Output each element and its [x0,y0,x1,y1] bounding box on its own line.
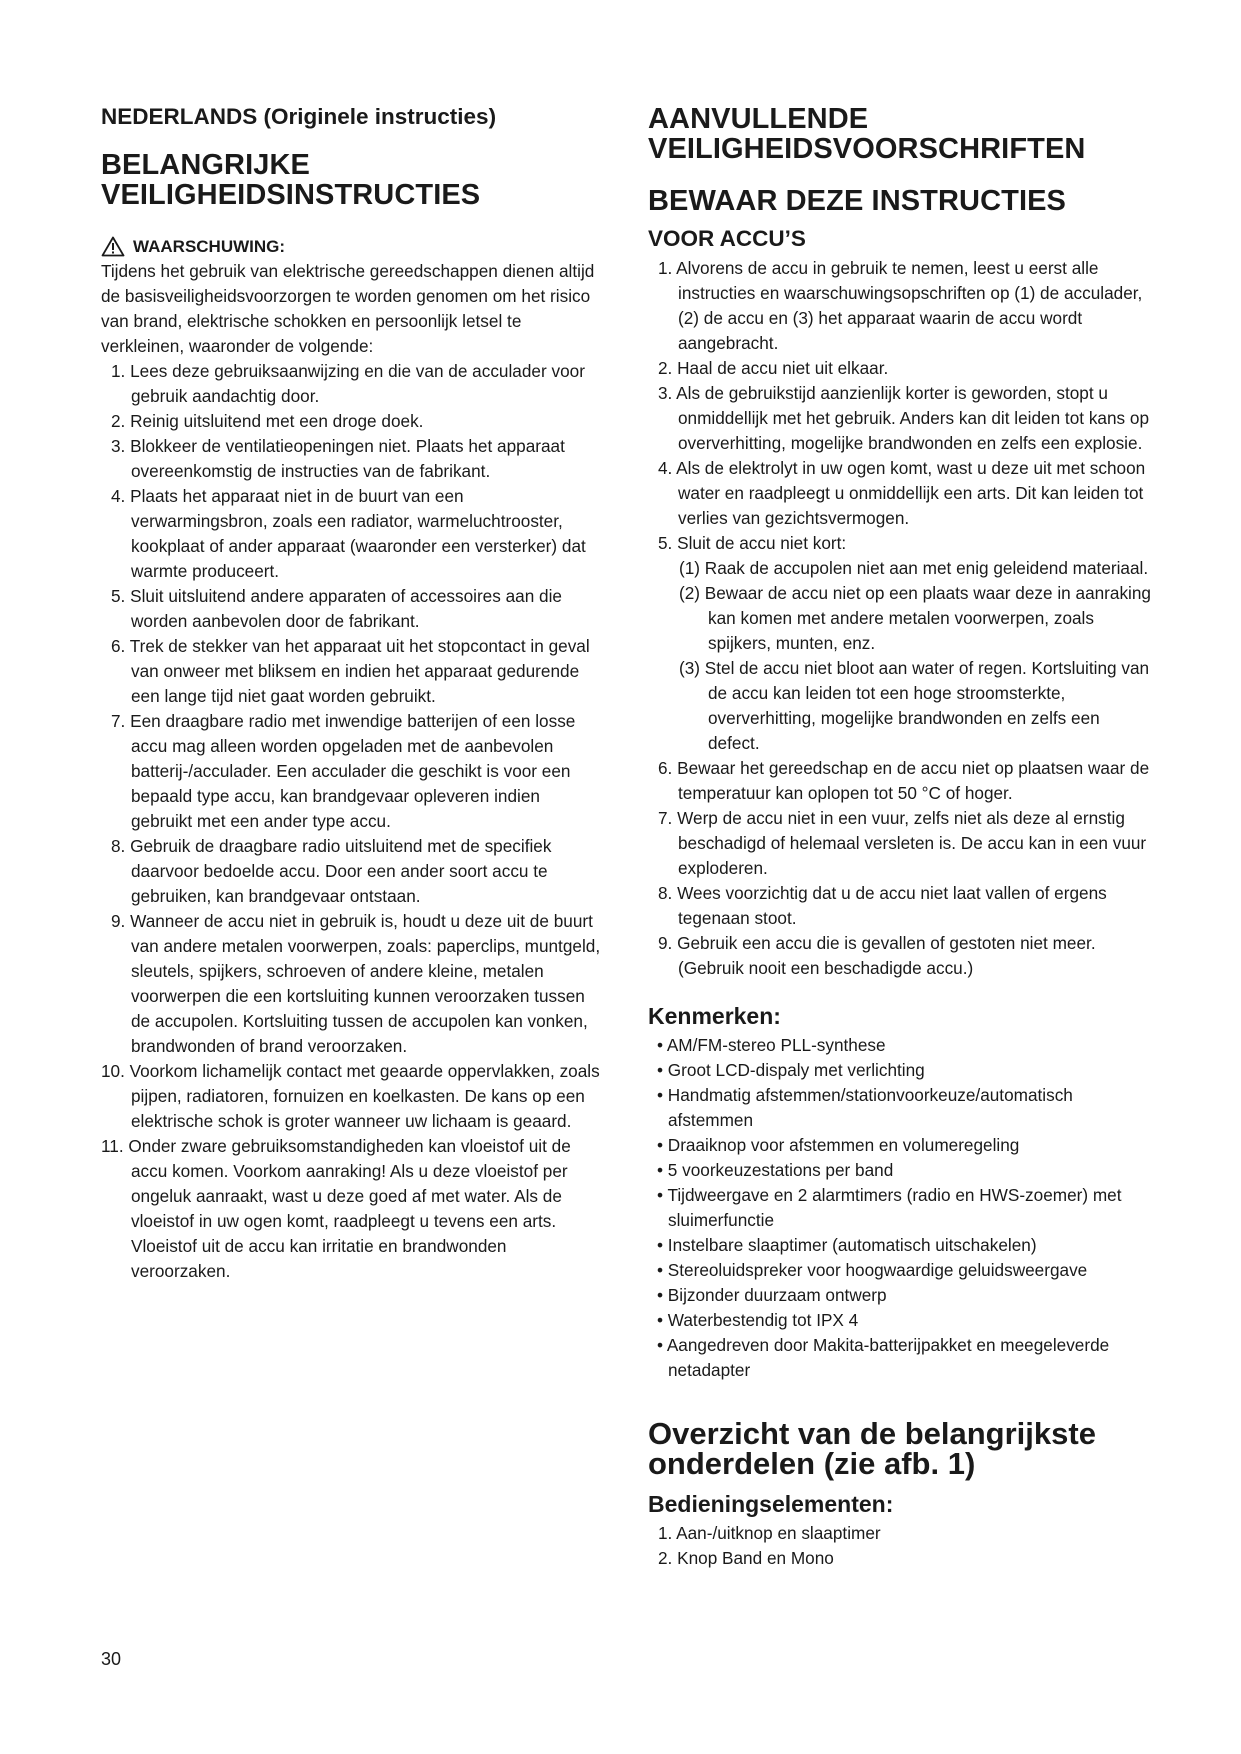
battery-sub-list [648,556,1153,756]
sub-list-item: (2) Bewaar de accu niet op een plaats waar deze in aanraking kan komen met andere metalen voorwerpen, zoals spijkers, munten, enz. [679,583,1151,653]
feature-item: • Waterbestendig tot IPX 4 [657,1310,859,1330]
list-item: 1. Aan-/uitknop en slaaptimer [658,1523,881,1543]
language-heading: NEDERLANDS (Originele instructies) [101,104,497,129]
features-heading: Kenmerken: [648,1003,781,1029]
feature-item: • Groot LCD-dispaly met verlichting [657,1060,925,1080]
list-item: 2. Knop Band en Mono [658,1548,834,1568]
save-instructions-title: BEWAAR DEZE INSTRUCTIES [648,185,1066,217]
list-item: 1. Alvorens de accu in gebruik te nemen, leest u eerst alle instructies en waarschuwingsopschriften op (1) de acculader, (2) de accu en (3) het apparaat waarin de accu wordt aangebracht. [658,258,1143,353]
list-item: 9. Gebruik een accu die is gevallen of gestoten niet meer. (Gebruik nooit een beschadigde accu.) [658,933,1096,978]
safety-list [101,359,601,1284]
battery-list [648,256,1153,556]
list-item: 9. Wanneer de accu niet in gebruik is, houdt u deze uit de buurt van andere metalen voorwerpen, zoals: paperclips, muntgeld, sleutels, spijkers, schroeven of andere kleine, metalen voorwerpen die een kortsluiting kunnen veroorzaken tussen de accupolen. Kortsluiting tussen de accupolen kan vonken, brandwonden of brand veroorzaken. [111,911,601,1056]
warning-triangle-icon [101,236,125,257]
safety-title: BELANGRIJKE VEILIGHEIDSINSTRUCTIES [101,149,481,211]
feature-item: • Bijzonder duurzaam ontwerp [657,1285,887,1305]
list-item: 7. Een draagbare radio met inwendige batterijen of een losse accu mag alleen worden opgeladen met de aanbevolen batterij-/acculader. Een acculader die geschikt is voor een bepaald type accu, kan brandgevaar opleveren indien gebruikt met een ander type accu. [111,711,576,831]
list-item: 4. Als de elektrolyt in uw ogen komt, wast u deze uit met schoon water en raadpleegt u onmiddellijk een arts. Dit kan leiden tot verlies van gezichtsvermogen. [658,458,1146,528]
additional-safety-title: AANVULLENDE VEILIGHEIDSVOORSCHRIFTEN [648,103,1086,165]
list-item: 11. Onder zware gebruiksomstandigheden kan vloeistof uit de accu komen. Voorkom aanraking! Als u deze vloeistof per ongeluk aanraakt, wast u deze goed af met water. Als de vloeistof in uw ogen komt, raadpleegt u tevens een arts. Vloeistof uit de accu kan irritatie en brandwonden veroorzaken. [101,1136,571,1281]
list-item: 3. Blokkeer de ventilatieopeningen niet. Plaats het apparaat overeenkomstig de instructies van de fabrikant. [111,436,565,481]
list-item: 5. Sluit uitsluitend andere apparaten of accessoires aan die worden aanbevolen door de fabrikant. [111,586,562,631]
feature-item: • Tijdweergave en 2 alarmtimers (radio en HWS-zoemer) met sluimerfunctie [657,1185,1122,1230]
list-item: 8. Wees voorzichtig dat u de accu niet laat vallen of ergens tegenaan stoot. [658,883,1107,928]
list-item: 5. Sluit de accu niet kort: [658,533,847,553]
list-item: 1. Lees deze gebruiksaanwijzing en die van de acculader voor gebruik aandachtig door. [111,361,585,406]
warning-text: WAARSCHUWING: [133,236,286,256]
battery-list-continued [648,756,1153,981]
list-item: 2. Reinig uitsluitend met een droge doek. [111,411,424,431]
feature-item: • Aangedreven door Makita-batterijpakket en meegeleverde netadapter [657,1335,1110,1380]
feature-item: • 5 voorkeuzestations per band [657,1160,894,1180]
controls-heading: Bedieningselementen: [648,1491,894,1517]
sub-list-item: (1) Raak de accupolen niet aan met enig geleidend materiaal. [679,558,1149,578]
features-list [648,1033,1153,1383]
sub-list-item: (3) Stel de accu niet bloot aan water of regen. Kortsluiting van de accu kan leiden tot een hoge stroomsterkte, oververhitting, mogelijke brandwonden en zelfs een defect. [679,658,1150,753]
overview-title: Overzicht van de belangrijkste onderdelen (zie afb. 1) [648,1416,1096,1481]
page-number: 30 [101,1649,122,1669]
left-column [101,104,601,1284]
list-item: 8. Gebruik de draagbare radio uitsluitend met de specifiek daarvoor bedoelde accu. Door een ander soort accu te gebruiken, kan brandgevaar ontstaan. [111,836,552,906]
list-item: 6. Bewaar het gereedschap en de accu niet op plaatsen waar de temperatuur kan oplopen tot 50 °C of hoger. [658,758,1150,803]
warning-intro: Tijdens het gebruik van elektrische gereedschappen dienen altijd de basisveiligheidsvoorzorgen te worden genomen om het risico van brand, elektrische schokken en persoonlijk letsel te verkleinen, waaronder de volgende: [101,261,595,356]
feature-item: • Draaiknop voor afstemmen en volumeregeling [657,1135,1020,1155]
warning-label [101,236,601,257]
right-column [648,104,1153,1571]
list-item: 6. Trek de stekker van het apparaat uit het stopcontact in geval van onweer met bliksem en indien het apparaat gedurende een lange tijd niet gaat worden gebruikt. [111,636,590,706]
list-item: 2. Haal de accu niet uit elkaar. [658,358,889,378]
feature-item: • Instelbare slaaptimer (automatisch uitschakelen) [657,1235,1037,1255]
list-item: 7. Werp de accu niet in een vuur, zelfs niet als deze al ernstig beschadigd of helemaal versleten is. De accu kan in een vuur exploderen. [658,808,1147,878]
list-item: 10. Voorkom lichamelijk contact met geaarde oppervlakken, zoals pijpen, radiatoren, fornuizen en koelkasten. De kans op een elektrische schok is groter wanneer uw lichaam is geaard. [101,1061,600,1131]
feature-item: • AM/FM-stereo PLL-synthese [657,1035,886,1055]
controls-list [648,1521,1153,1571]
feature-item: • Stereoluidspreker voor hoogwaardige geluidsweergave [657,1260,1088,1280]
list-item: 3. Als de gebruikstijd aanzienlijk korter is geworden, stopt u onmiddellijk met het gebruik. Anders kan dit leiden tot kans op oververhitting, mogelijke brandwonden en zelfs een explosie. [658,383,1150,453]
feature-item: • Handmatig afstemmen/stationvoorkeuze/automatisch afstemmen [657,1085,1073,1130]
list-item: 4. Plaats het apparaat niet in de buurt van een verwarmingsbron, zoals een radiator, warmeluchtrooster, kookplaat of ander apparaat (waaronder een versterker) dat warmte produceert. [111,486,586,581]
battery-heading: VOOR ACCU’S [648,226,806,251]
